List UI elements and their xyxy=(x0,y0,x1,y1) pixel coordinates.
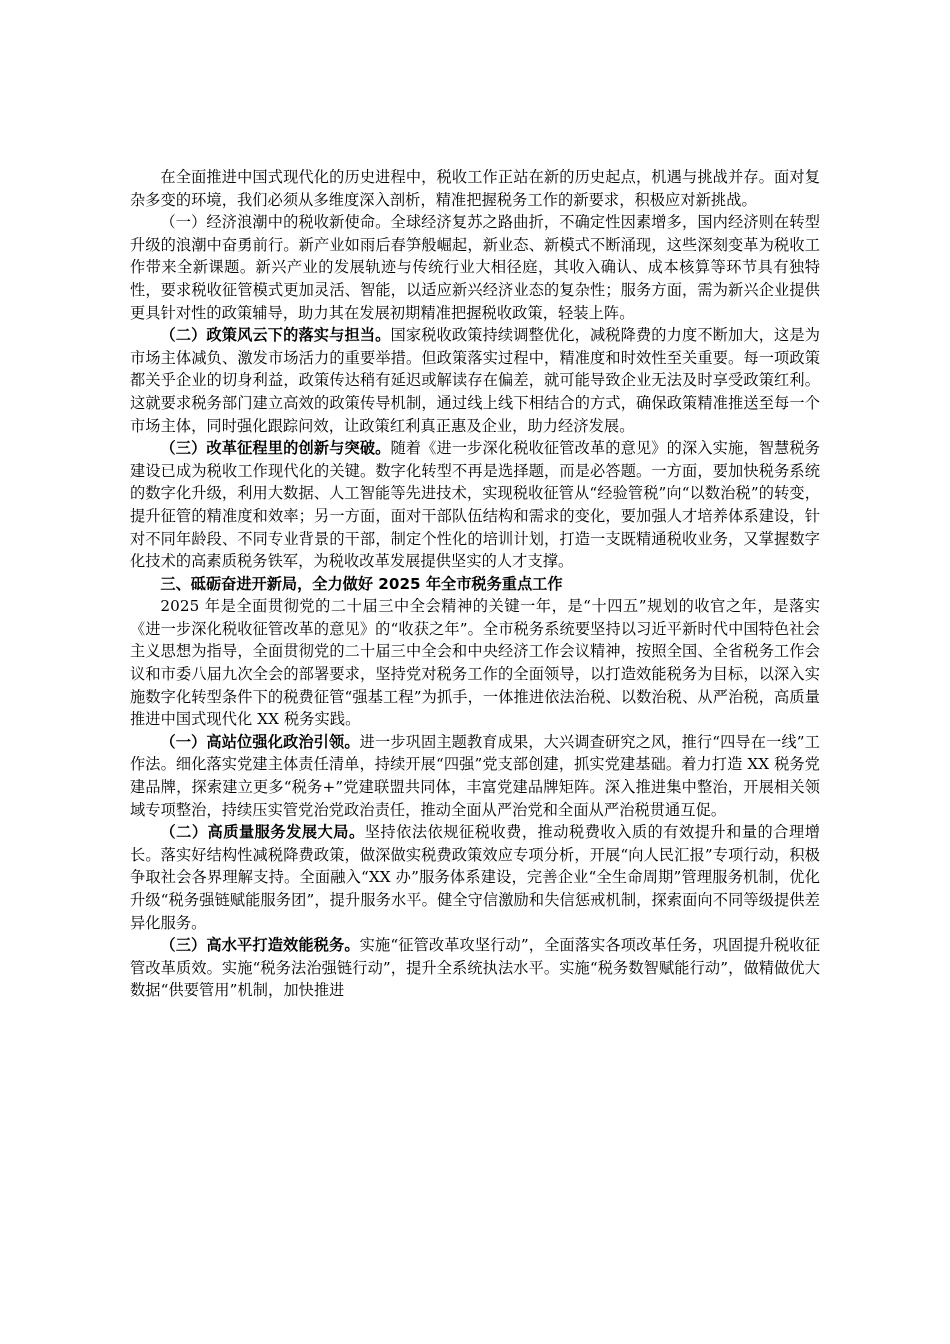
paragraph-2025-overview xyxy=(130,595,820,731)
paragraph-text: 实施“征管改革攻坚行动”，全面落实各项改革任务，巩固提升税收征管改革质效。实施“税务法治强链行动”，提升全系统执法水平。实施“税务数智赋能行动”，做精做优大数据“供要管用”机制，加快推进 xyxy=(130,936,820,1000)
paragraph-text: 2025 年是全面贯彻党的二十届三中全会精神的关键一年，是“十四五”规划的收官之年，是落实《进一步深化税收征管改革的意见》的“收获之年”。全市税务系统要坚持以习近平新时代中国特色社会主义思想为指导，全面贯彻党的二十届三中全会和中央经济工作会议精神，按照全国、全省税务工作会议和市委八届九次全会的部署要求，坚持党对税务工作的全面领导，以打造效能税务为目标，以深入实施数字化转型条件下的税费征管“强基工程”为抓手，一体推进依法治税、以数治税、从严治税，高质量推进中国式现代化 XX 税务实践。 xyxy=(130,597,820,729)
paragraph-political-leadership xyxy=(130,731,820,821)
paragraph-text: 坚持依法依规征税收费，推动税费收入质的有效提升和量的合理增长。落实好结构性减税降费政策，做深做实税费政策效应专项分析，开展“向人民汇报”专项行动，积极争取社会各界理解支持。全面融入“XX 办”服务体系建设，完善企业“全生命周期”管理服务机制，优化升级“税务强链赋能服务团”，提升服务水平。健全守信激励和失信惩戒机制，探索面向不同等级提供差异化服务。 xyxy=(130,823,820,932)
paragraph-reform xyxy=(130,437,820,573)
paragraph-service-development xyxy=(130,821,820,934)
paragraph-text: 进一步巩固主题教育成果，大兴调查研究之风，推行“四导在一线”工作法。细化落实党建主体责任清单，持续开展“四强”党支部创建，抓实党建基础。着力打造 XX 税务党建品牌，探索建立更多“税务+”党建联盟共同体，丰富党建品牌矩阵。深入推进集中整治，开展相关领域专项整治，持续压实管党治党政治责任，推动全面从严治党和全面从严治税贯通互促。 xyxy=(130,732,820,819)
paragraph-intro xyxy=(130,166,820,211)
paragraph-economy xyxy=(130,211,820,324)
paragraph-heading: （二）高质量服务发展大局。 xyxy=(160,823,365,842)
paragraph-policy xyxy=(130,324,820,437)
paragraph-text: （一）经济浪潮中的税收新使命。全球经济复苏之路曲折，不确定性因素增多，国内经济则在转型升级的浪潮中奋勇前行。新产业如雨后春笋般崛起，新业态、新模式不断涌现，这些深刻变革为税收工作带来全新课题。新兴产业的发展轨迹与传统行业大相径庭，其收入确认、成本核算等环节具有独特性，要求税收征管模式更加灵活、智能，以适应新兴经济业态的复杂性；服务方面，需为新兴企业提供更具针对性的政策辅导，助力其在发展初期精准把握税收政策，轻装上阵。 xyxy=(130,213,820,322)
section-title: 三、砥砺奋进开新局，全力做好 2025 年全市税务重点工作 xyxy=(160,574,563,593)
paragraph-text: 在全面推进中国式现代化的历史进程中，税收工作正站在新的历史起点，机遇与挑战并存。面对复杂多变的环境，我们必须从多维度深入剖析，精准把握税务工作的新要求，积极应对新挑战。 xyxy=(130,168,820,209)
paragraph-heading: （一）高站位强化政治引领。 xyxy=(160,732,360,751)
paragraph-efficiency-tax xyxy=(130,934,820,1002)
paragraph-text: 随着《进一步深化税收征管改革的意见》的深入实施，智慧税务建设已成为税收工作现代化的关键。数字化转型不再是选择题，而是必答题。一方面，要加快税务系统的数字化升级，利用大数据、人工智能等先进技术，实现税收征管从“经验管税”向“以数治税”的转变，提升征管的精准度和效率；另一方面，面对干部队伍结构和需求的变化，要加强人才培养体系建设，针对不同年龄段、不同专业背景的干部，制定个性化的培训计划，打造一支既精通税收业务，又掌握数字化技术的高素质税务铁军，为税收改革发展提供坚实的人才支撑。 xyxy=(130,439,821,571)
paragraph-heading: （三）高水平打造效能税务。 xyxy=(160,936,360,955)
document-body xyxy=(130,166,820,1002)
paragraph-heading: （三）改革征程里的创新与突破。 xyxy=(160,439,391,458)
paragraph-heading: （二）政策风云下的落实与担当。 xyxy=(160,326,391,345)
paragraph-text: 国家税收政策持续调整优化，减税降费的力度不断加大，这是为市场主体减负、激发市场活力的重要举措。但政策落实过程中，精准度和时效性至关重要。每一项政策都关乎企业的切身利益，政策传达稍有延迟或解读存在偏差，就可能导致企业无法及时享受政策红利。这就要求税务部门建立高效的政策传导机制，通过线上线下相结合的方式，确保政策精准推送至每一个市场主体，同时强化跟踪问效，让政策红利真正惠及企业，助力经济发展。 xyxy=(130,326,821,435)
